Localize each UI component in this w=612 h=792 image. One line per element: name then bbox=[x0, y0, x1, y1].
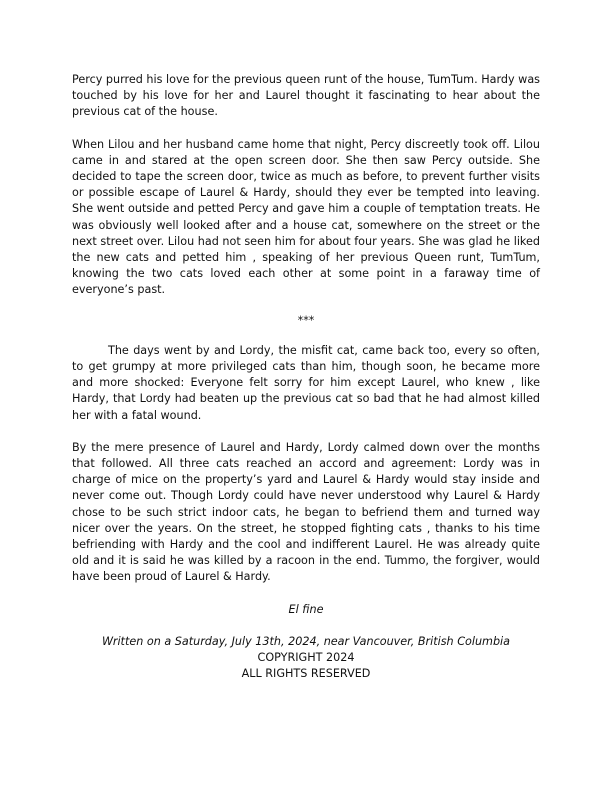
paragraph-lordy: The days went by and Lordy, the misfit cat, came back too, every so often, to get grumpy at more privileged cats than him, though soon, he became more and more shocked: Everyone felt sorry for him except Laurel, who knew , like Hardy, that Lordy had beaten up the previous cat so bad that he had almost killed her with a fatal wound. bbox=[72, 343, 540, 422]
section-separator: *** bbox=[297, 313, 315, 327]
paragraph-accord: By the mere presence of Laurel and Hardy, Lordy calmed down over the months that followed. All three cats reached an accord and agreement: Lordy was in charge of mice on the property’s yard and Laurel & Hardy would stay inside and never come out. Though Lordy could have never understood why Laurel & Hardy chose to be such strict indoor cats, he began to befriend them and turned way nicer over the years. On the street, he stopped fighting cats , thanks to his time befriending with Hardy and the cool and indifferent Laurel. He was already quite old and it is said he was killed by a racoon in the end. Tummo, the forgiver, would have been proud of Laurel & Hardy. bbox=[72, 440, 540, 584]
closing-written-date: Written on a Saturday, July 13th, 2024, near Vancouver, British Columbia bbox=[101, 634, 511, 648]
rights-reserved-line: ALL RIGHTS RESERVED bbox=[241, 667, 371, 681]
document-body bbox=[72, 72, 540, 683]
paragraph-percy: Percy purred his love for the previous queen runt of the house, TumTum. Hardy was touched by his love for her and Laurel thought it fascinating to hear about the previous cat of the house. bbox=[72, 73, 540, 119]
paragraph-lilou: When Lilou and her husband came home that night, Percy discreetly took off. Lilou came in and stared at the open screen door. She then saw Percy outside. She decided to tape the screen door, twice as much as before, to prevent further visits or possible escape of Laurel & Hardy, should they ever be tempted into leaving. She went outside and petted Percy and gave him a couple of temptation treats. He was obviously well looked after and a house cat, somewhere on the street or the next street over. Lilou had not seen him for about four years. She was glad he liked the new cats and petted him , speaking of her previous Queen runt, TumTum, knowing the two cats loved each other at some point in a faraway time of everyone’s past. bbox=[72, 137, 540, 297]
closing-el-fine: El fine bbox=[288, 602, 324, 616]
copyright-line: COPYRIGHT 2024 bbox=[257, 651, 355, 665]
